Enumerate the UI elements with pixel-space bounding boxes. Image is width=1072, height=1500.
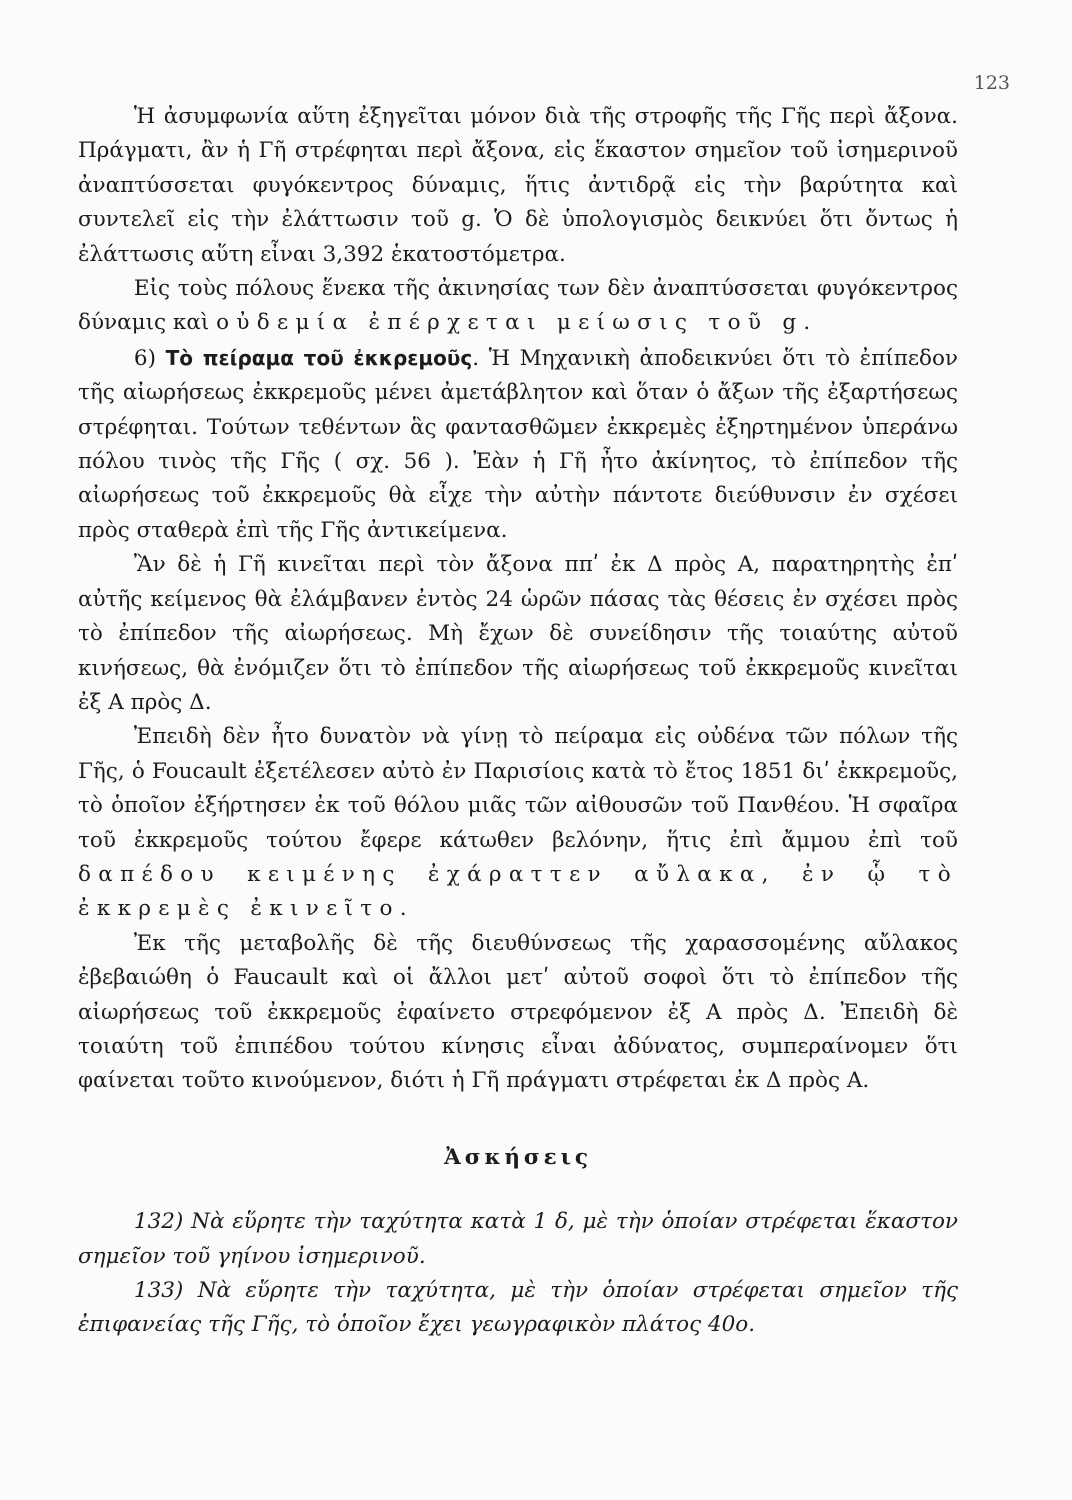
paragraph-1: Ἡ ἀσυμφωνία αὕτη ἐξηγεῖται μόνον διὰ τῆς στροφῆς τῆς Γῆς περὶ ἄξονα. Πράγματι, ἂν ἡ Γῆ στρέφηται περὶ ἄξονα, εἰς ἕκαστον σημεῖον τοῦ ἰσημερινοῦ ἀναπτύσσεται φυγόκεντρος δύναμις, ἥτις ἀντιδρᾷ εἰς τὴν βαρύτητα καὶ συντελεῖ εἰς τὴν ἐλάττωσιν τοῦ g. Ὁ δὲ ὑπολογισμὸς δεικνύει ὅτι ὄντως ἡ ἐλάττωσις αὕτη εἶναι 3,392 ἑκατοστόμετρα.: [78, 104, 958, 267]
paragraph-2-spaced-text: οὐδεμία ἐπέρχεται μείωσις τοῦ g.: [216, 310, 818, 336]
exercise-133: [78, 1274, 958, 1343]
paragraph-5: [78, 720, 958, 926]
paragraph-5-text: Ἐπειδὴ δὲν ἦτο δυνατὸν νὰ γίνῃ τὸ πείραμα εἰς οὐδένα τῶν πόλων τῆς Γῆς, ὁ Foucault ἐξετέλεσεν αὐτὸ ἐν Παρισίοις κατὰ τὸ ἔτος 1851 διʹ ἐκκρεμοῦς, τὸ ὁποῖον ἐξήρτησεν ἐκ τοῦ θόλου μιᾶς τῶν αἰθουσῶν τοῦ Πανθέου. Ἡ σφαῖρα τοῦ ἐκκρεμοῦς τούτου ἔφερε κάτωθεν βελόνην, ἥτις ἐπὶ ἄμμου ἐπὶ τοῦ: [78, 724, 958, 853]
section-number: 6): [133, 345, 156, 371]
paragraph-6: Ἐκ τῆς μεταβολῆς δὲ τῆς διευθύνσεως τῆς χαρασσομένης αὔλακος ἐβεβαιώθη ὁ Faucault καὶ οἱ ἄλλοι μετʹ αὐτοῦ σοφοὶ ὅτι τὸ ἐπίπεδον τῆς αἰωρήσεως τοῦ ἐκκρεμοῦς ἐφαίνετο στρεφόμενον ἐξ Α πρὸς Δ. Ἐπειδὴ δὲ τοιαύτη τοῦ ἐπιπέδου τούτου κίνησις εἶναι ἀδύνατος, συμπεραίνομεν ὅτι φαίνεται τοῦτο κινούμενον, διότι ἡ Γῆ πράγματι στρέφεται ἐκ Δ πρὸς Α.: [78, 930, 958, 1094]
page-body: [78, 100, 958, 1343]
paragraph-3-text: . Ἡ Μηχανικὴ ἀποδεικνύει ὅτι τὸ ἐπίπεδον τῆς αἰωρήσεως ἐκκρεμοῦς μένει ἀμετάβλητον καὶ ὅταν ὁ ἄξων τῆς ἐξαρτήσεως στρέφηται. Τούτων τεθέντων ἃς φαντασθῶμεν ἐκκρεμὲς ἐξηρτημένον ὑπεράνω πόλου τινὸς τῆς Γῆς ( σχ. 56 ). Ἐὰν ἡ Γῆ ἦτο ἀκίνητος, τὸ ἐπίπεδον τῆς αἰωρήσεως τοῦ ἐκκρεμοῦς θὰ εἶχε τὴν αὐτὴν πάντοτε διεύθυνσιν ἐν σχέσει πρὸς σταθερὰ ἐπὶ τῆς Γῆς ἀντικείμενα.: [78, 345, 958, 543]
exercise-number: 133): [133, 1278, 184, 1303]
paragraph-2: [78, 272, 958, 341]
exercise-number: 132): [133, 1209, 184, 1235]
exercise-text: Νὰ εὕρητε τὴν ταχύτητα κατὰ 1 δ, μὲ τὴν ὁποίαν στρέφεται ἕκαστον σημεῖον τοῦ γηίνου ἰσημερινοῦ.: [78, 1209, 958, 1269]
paragraph-4: Ἂν δὲ ἡ Γῆ κινεῖται περὶ τὸν ἄξονα ππʹ ἐκ Δ πρὸς Α, παρατηρητὴς ἐπʹ αὐτῆς κείμενος θὰ ἐλάμβανεν ἐντὸς 24 ὡρῶν πάσας τὰς θέσεις ἐν σχέσει πρὸς τὸ ἐπίπεδον τῆς αἰωρήσεως. Μὴ ἔχων δὲ συνείδησιν τῆς τοιαύτης αὐτοῦ κινήσεως, θὰ ἐνόμιζεν ὅτι τὸ ἐπίπεδον τῆς αἰωρήσεως τοῦ ἐκκρεμοῦς κινεῖται ἐξ Α πρὸς Δ.: [78, 552, 958, 715]
page-number: 123: [973, 72, 1010, 94]
exercises-heading: Ἀσκήσεις: [444, 1144, 592, 1170]
section-title: Τὸ πείραμα τοῦ ἐκκρεμοῦς: [165, 345, 473, 370]
exercise-text: Νὰ εὕρητε τὴν ταχύτητα, μὲ τὴν ὁποίαν στρέφεται σημεῖον τῆς ἐπιφανείας τῆς Γῆς, τὸ ὁποῖον ἔχει γεωγραφικὸν πλάτος 40ο.: [78, 1278, 958, 1338]
exercise-132: [78, 1205, 958, 1274]
paragraph-3: [78, 341, 958, 548]
paragraph-2-text: Εἰς τοὺς πόλους ἕνεκα τῆς ἀκινησίας των δὲν ἀναπτύσσεται φυγόκεντρος δύναμις καὶ: [78, 276, 958, 336]
paragraph-5-spaced-text: δαπέδου κειμένης ἐχάραττεν αὔλακα, ἐν ᾧ τὸ ἐκκρεμὲς ἐκινεῖτο.: [78, 861, 958, 922]
